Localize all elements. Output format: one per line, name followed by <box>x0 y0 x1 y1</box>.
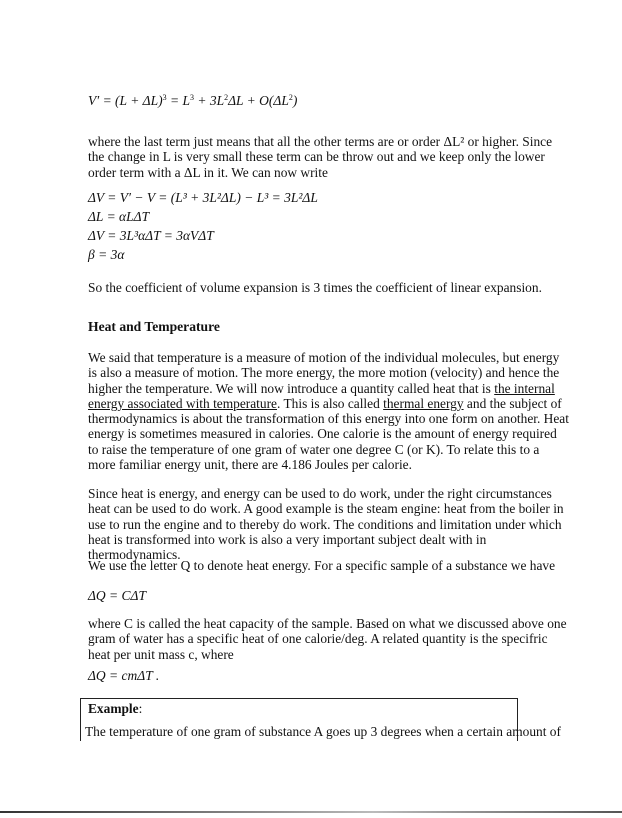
text-line <box>88 380 555 396</box>
underlined-term-thermal-energy: thermal energy <box>383 395 464 411</box>
text-line: heat per unit mass c, where <box>88 646 234 662</box>
text-line: the change in L is very small these term can be throw out and we keep only the lower <box>88 149 545 165</box>
eq-part: ΔL + O(ΔL <box>228 93 289 108</box>
text-line: where C is called the heat capacity of the sample. Based on what we discussed above one <box>88 616 567 631</box>
text-line: We use the letter Q to denote heat energy. For a specific sample of a substance we have <box>88 558 556 573</box>
example-label-bold: Example <box>88 701 139 716</box>
text-line: thermodynamics. <box>88 547 181 563</box>
paragraph-heat-capacity <box>88 616 567 662</box>
text-span: higher the temperature. We will now introduce a quantity called heat that is <box>88 380 495 396</box>
example-box <box>80 698 561 741</box>
derivation-line: β = 3α <box>88 247 125 262</box>
text-line: heat is transformed into work is also a very important subject dealt with in <box>88 531 487 547</box>
text-line: order term with a ΔL in it. We can now write <box>88 164 328 180</box>
page-bottom-edge <box>0 811 622 813</box>
paragraph-heat-definition <box>88 350 569 473</box>
text-line <box>88 395 562 411</box>
text-line: to raise the temperature of one gram of water one degree C (or K). To relate this to a <box>88 441 540 457</box>
heading-heat-and-temperature: Heat and Temperature <box>88 319 220 334</box>
paragraph-higher-order-terms <box>88 134 553 180</box>
text-span: . This is also called <box>277 395 384 411</box>
derivation-line: ΔV = V′ − V = (L³ + 3L²ΔL) − L³ = 3L²ΔL <box>88 190 318 205</box>
example-text: The temperature of one gram of substance A goes up 3 degrees when a certain amount of <box>85 724 561 739</box>
eq-part: V′ = (L + ΔL) <box>88 93 163 108</box>
derivation-block <box>88 188 318 264</box>
derivation-line: ΔL = αLΔT <box>88 209 150 224</box>
example-colon: : <box>138 701 143 716</box>
paragraph-heat-work <box>88 486 564 563</box>
conclusion-text <box>88 280 542 295</box>
eq-exp: 2 <box>288 93 293 102</box>
text-line: where the last term just means that all the other terms are or order ΔL² or higher. Since <box>88 134 553 149</box>
text-line: thermodynamics is about the transformation of this energy into one form on another. Heat <box>88 411 569 427</box>
example-label <box>88 701 142 717</box>
paragraph-letter-q <box>88 558 556 573</box>
equation-specific-heat: ΔQ = cmΔT . <box>88 668 160 683</box>
eq-exp: 3 <box>162 93 167 102</box>
text-line: So the coefficient of volume expansion is 3 times the coefficient of linear expansion. <box>88 280 542 295</box>
eq-part: ) <box>292 93 298 108</box>
eq-exp: 3 <box>189 93 194 102</box>
underlined-term: energy associated with temperature <box>88 395 278 411</box>
text-line: is also a measure of motion. The more energy, the more motion (velocity) and hence the <box>88 365 560 381</box>
text-line: gram of water has a specific heat of one calorie/deg. A related quantity is the specifric <box>88 631 548 647</box>
text-line: Since heat is energy, and energy can be used to do work, under the right circumstances <box>88 486 552 501</box>
text-line: energy is sometimes measured in calories. One calorie is the amount of energy required <box>88 426 557 442</box>
text-line: heat can be used to do work. A good example is the steam engine: heat from the boiler in <box>88 501 564 517</box>
eq-part: = L <box>166 93 190 108</box>
text-line: use to run the engine and to thereby do work. The conditions and limitation under which <box>88 516 562 532</box>
equation-volume-expansion <box>88 93 297 109</box>
section-heading <box>88 319 220 335</box>
text-span: and the subject of <box>463 395 562 411</box>
text-line: We said that temperature is a measure of motion of the individual molecules, but energy <box>88 350 560 365</box>
eq-part: + 3L <box>193 93 225 108</box>
equation-heat-capacity: ΔQ = CΔT <box>88 588 146 603</box>
text-line: more familiar energy unit, there are 4.186 Joules per calorie. <box>88 457 412 473</box>
eq-exp: 2 <box>224 93 229 102</box>
derivation-line: ΔV = 3L³αΔT = 3αVΔT <box>88 228 214 243</box>
underlined-term: the internal <box>494 380 555 396</box>
